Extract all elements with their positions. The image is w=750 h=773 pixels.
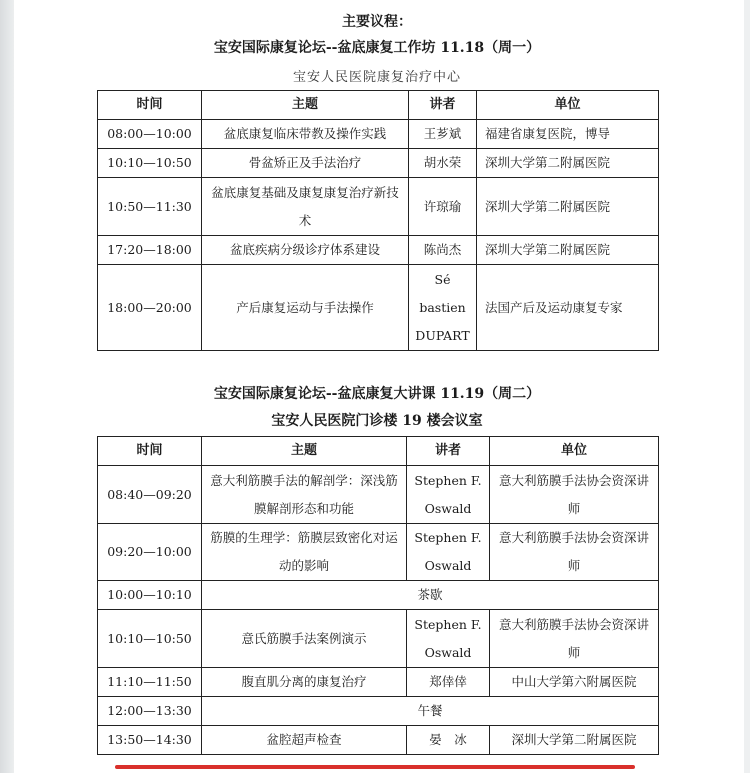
cell-topic: 骨盆矫正及手法治疗 <box>202 149 409 178</box>
header-topic: 主题 <box>202 437 407 466</box>
section2-title: 宝安国际康复论坛--盆底康复大讲课 11.19（周二） <box>213 386 541 402</box>
cell-speaker: Stephen F. Oswald <box>407 466 490 524</box>
table-row <box>98 265 659 351</box>
table-header-row <box>98 437 659 466</box>
cell-topic: 产后康复运动与手法操作 <box>202 265 409 351</box>
cell-unit: 中山大学第六附属医院 <box>490 668 659 697</box>
cell-topic: 腹直肌分离的康复治疗 <box>202 668 407 697</box>
cell-topic: 盆腔超声检查 <box>202 726 407 755</box>
cell-time: 08:40—09:20 <box>98 466 202 524</box>
cell-time: 10:10—10:50 <box>98 149 202 178</box>
header-unit: 单位 <box>490 437 659 466</box>
cell-speaker: Stephen F. Oswald <box>407 524 490 581</box>
cell-topic: 盆底康复基础及康复康复治疗新技术 <box>202 178 409 236</box>
table-row <box>98 236 659 265</box>
section1-title: 宝安国际康复论坛--盆底康复工作坊 11.18（周一） <box>213 40 541 56</box>
cell-unit: 法国产后及运动康复专家 <box>477 265 659 351</box>
cell-speaker: 晏 冰 <box>407 726 490 755</box>
schedule-table-day1 <box>97 90 659 351</box>
header-unit: 单位 <box>477 91 659 120</box>
table-row <box>98 120 659 149</box>
cell-break: 茶歇 <box>202 581 659 610</box>
header-time: 时间 <box>98 437 202 466</box>
header-speaker: 讲者 <box>407 437 490 466</box>
cell-unit: 福建省康复医院，博导 <box>477 120 659 149</box>
cell-unit: 意大利筋膜手法协会资深讲师 <box>490 610 659 668</box>
cell-speaker: Stephen F. Oswald <box>407 610 490 668</box>
cell-unit: 深圳大学第二附属医院 <box>490 726 659 755</box>
table-row-break <box>98 581 659 610</box>
section1-venue: 宝安人民医院康复治疗中心 <box>292 70 461 85</box>
cell-unit: 意大利筋膜手法协会资深讲师 <box>490 524 659 581</box>
cell-topic: 盆底康复临床带教及操作实践 <box>202 120 409 149</box>
cell-unit: 深圳大学第二附属医院 <box>477 149 659 178</box>
section2-venue: 宝安人民医院门诊楼 19 楼会议室 <box>271 413 483 429</box>
cell-time: 18:00—20:00 <box>98 265 202 351</box>
table-row <box>98 726 659 755</box>
table-row <box>98 610 659 668</box>
header-speaker: 讲者 <box>409 91 477 120</box>
table-row <box>98 524 659 581</box>
cell-speaker: 郑倖倖 <box>407 668 490 697</box>
schedule-table-day2 <box>97 436 659 755</box>
cell-topic: 意大利筋膜手法的解剖学：深浅筋膜解剖形态和功能 <box>202 466 407 524</box>
cell-speaker: Sé bastien DUPART <box>409 265 477 351</box>
cell-unit: 意大利筋膜手法协会资深讲师 <box>490 466 659 524</box>
table-row <box>98 466 659 524</box>
cell-time: 11:10—11:50 <box>98 668 202 697</box>
cell-speaker: 许琼瑜 <box>409 178 477 236</box>
cell-time: 10:10—10:50 <box>98 610 202 668</box>
table-row <box>98 668 659 697</box>
header-time: 时间 <box>98 91 202 120</box>
bottom-red-divider <box>115 765 635 769</box>
agenda-main-title: 主要议程： <box>342 14 412 30</box>
cell-time: 12:00—13:30 <box>98 697 202 726</box>
cell-time: 13:50—14:30 <box>98 726 202 755</box>
cell-time: 17:20—18:00 <box>98 236 202 265</box>
cell-topic: 意氏筋膜手法案例演示 <box>202 610 407 668</box>
header-topic: 主题 <box>202 91 409 120</box>
cell-break: 午餐 <box>202 697 659 726</box>
cell-topic: 盆底疾病分级诊疗体系建设 <box>202 236 409 265</box>
table-header-row <box>98 91 659 120</box>
table-row-break <box>98 697 659 726</box>
cell-speaker: 陈尚杰 <box>409 236 477 265</box>
cell-speaker: 王芗斌 <box>409 120 477 149</box>
cell-topic: 筋膜的生理学：筋膜层致密化对运动的影响 <box>202 524 407 581</box>
cell-unit: 深圳大学第二附属医院 <box>477 236 659 265</box>
cell-speaker: 胡水荣 <box>409 149 477 178</box>
cell-time: 10:00—10:10 <box>98 581 202 610</box>
page-edge-shadow <box>0 0 14 773</box>
cell-unit: 深圳大学第二附属医院 <box>477 178 659 236</box>
cell-time: 09:20—10:00 <box>98 524 202 581</box>
table-row <box>98 149 659 178</box>
cell-time: 08:00—10:00 <box>98 120 202 149</box>
cell-time: 10:50—11:30 <box>98 178 202 236</box>
table-row <box>98 178 659 236</box>
